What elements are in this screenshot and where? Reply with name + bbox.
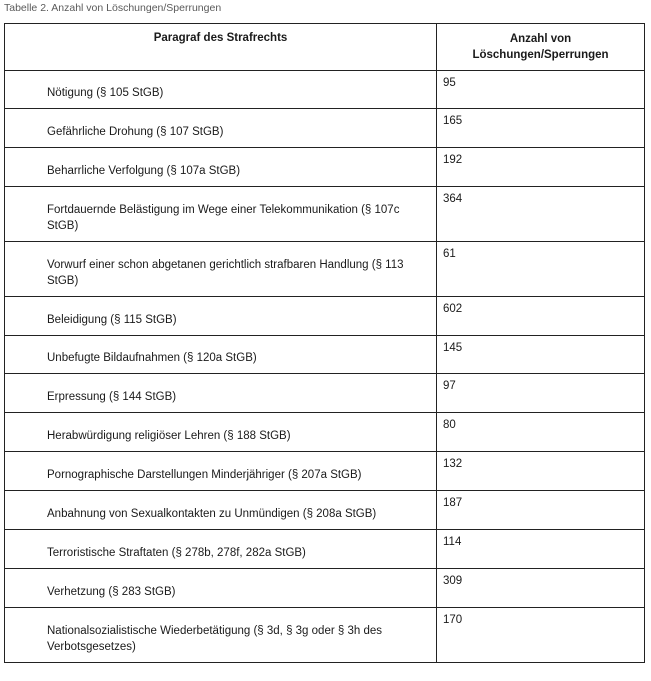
paragraf-cell: Nötigung (§ 105 StGB) — [5, 71, 437, 109]
paragraf-cell: Verhetzung (§ 283 StGB) — [5, 569, 437, 608]
table-row — [5, 109, 645, 148]
paragraf-cell: Beharrliche Verfolgung (§ 107a StGB) — [5, 148, 437, 187]
paragraf-cell: Herabwürdigung religiöser Lehren (§ 188 StGB) — [5, 413, 437, 452]
table-row — [5, 569, 645, 608]
anzahl-cell: 187 — [437, 491, 645, 530]
table-row — [5, 413, 645, 452]
table-row — [5, 374, 645, 413]
paragraf-cell: Fortdauernde Belästigung im Wege einer Telekommunikation (§ 107c StGB) — [5, 187, 437, 242]
paragraf-cell: Erpressung (§ 144 StGB) — [5, 374, 437, 413]
anzahl-cell: 602 — [437, 297, 645, 336]
table-row — [5, 491, 645, 530]
table-row — [5, 608, 645, 663]
anzahl-cell: 95 — [437, 71, 645, 109]
table-row — [5, 71, 645, 109]
table-header-row — [5, 24, 645, 71]
table-caption: Tabelle 2. Anzahl von Löschungen/Sperrungen — [4, 2, 222, 14]
paragraf-cell: Terroristische Straftaten (§ 278b, 278f, 282a StGB) — [5, 530, 437, 569]
table-row — [5, 297, 645, 336]
paragraf-cell: Beleidigung (§ 115 StGB) — [5, 297, 437, 336]
anzahl-cell: 132 — [437, 452, 645, 491]
paragraf-cell: Vorwurf einer schon abgetanen gerichtlich strafbaren Handlung (§ 113 StGB) — [5, 242, 437, 297]
paragraf-cell: Gefährliche Drohung (§ 107 StGB) — [5, 109, 437, 148]
header-anzahl-line2: Löschungen/Sperrungen — [472, 49, 609, 61]
deletions-table — [4, 23, 645, 663]
paragraf-cell: Unbefugte Bildaufnahmen (§ 120a StGB) — [5, 336, 437, 374]
table-row — [5, 336, 645, 374]
anzahl-cell: 145 — [437, 336, 645, 374]
table-row — [5, 187, 645, 242]
anzahl-cell: 364 — [437, 187, 645, 242]
anzahl-cell: 309 — [437, 569, 645, 608]
table-row — [5, 242, 645, 297]
anzahl-cell: 170 — [437, 608, 645, 663]
anzahl-cell: 114 — [437, 530, 645, 569]
table-row — [5, 452, 645, 491]
table-row — [5, 530, 645, 569]
paragraf-cell: Pornographische Darstellungen Minderjähriger (§ 207a StGB) — [5, 452, 437, 491]
table-row — [5, 148, 645, 187]
anzahl-cell: 165 — [437, 109, 645, 148]
anzahl-cell: 80 — [437, 413, 645, 452]
paragraf-cell: Nationalsozialistische Wiederbetätigung (§ 3d, § 3g oder § 3h des Verbotsgesetzes) — [5, 608, 437, 663]
anzahl-cell: 61 — [437, 242, 645, 297]
header-anzahl-line1: Anzahl von — [509, 33, 572, 45]
paragraf-cell: Anbahnung von Sexualkontakten zu Unmündigen (§ 208a StGB) — [5, 491, 437, 530]
anzahl-cell: 192 — [437, 148, 645, 187]
header-paragraf: Paragraf des Strafrechts — [5, 24, 437, 71]
header-anzahl — [437, 24, 645, 71]
anzahl-cell: 97 — [437, 374, 645, 413]
